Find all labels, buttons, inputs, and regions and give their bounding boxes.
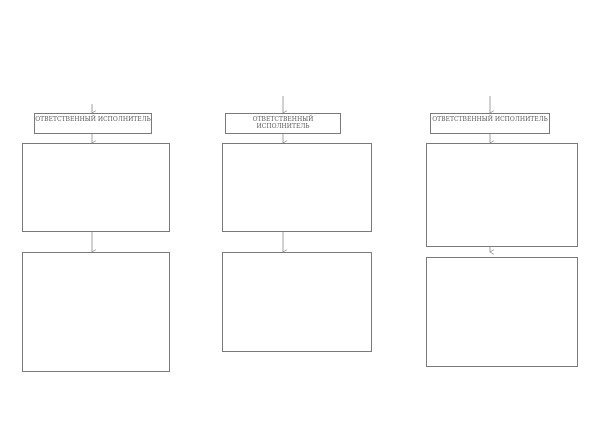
col2-step2-box xyxy=(222,252,372,352)
col1-step2-box xyxy=(22,252,170,372)
col2-responsible-box: ОТВЕТСТВЕННЫЙ ИСПОЛНИТЕЛЬ xyxy=(225,113,341,134)
col2-step1-box xyxy=(222,143,372,232)
col1-responsible-box: ОТВЕТСТВЕННЫЙ ИСПОЛНИТЕЛЬ xyxy=(34,113,152,134)
col3-step2-box xyxy=(426,257,578,367)
col3-step1-box xyxy=(426,143,578,247)
col3-responsible-box: ОТВЕТСТВЕННЫЙ ИСПОЛНИТЕЛЬ xyxy=(430,113,550,134)
col1-step1-box xyxy=(22,143,170,232)
